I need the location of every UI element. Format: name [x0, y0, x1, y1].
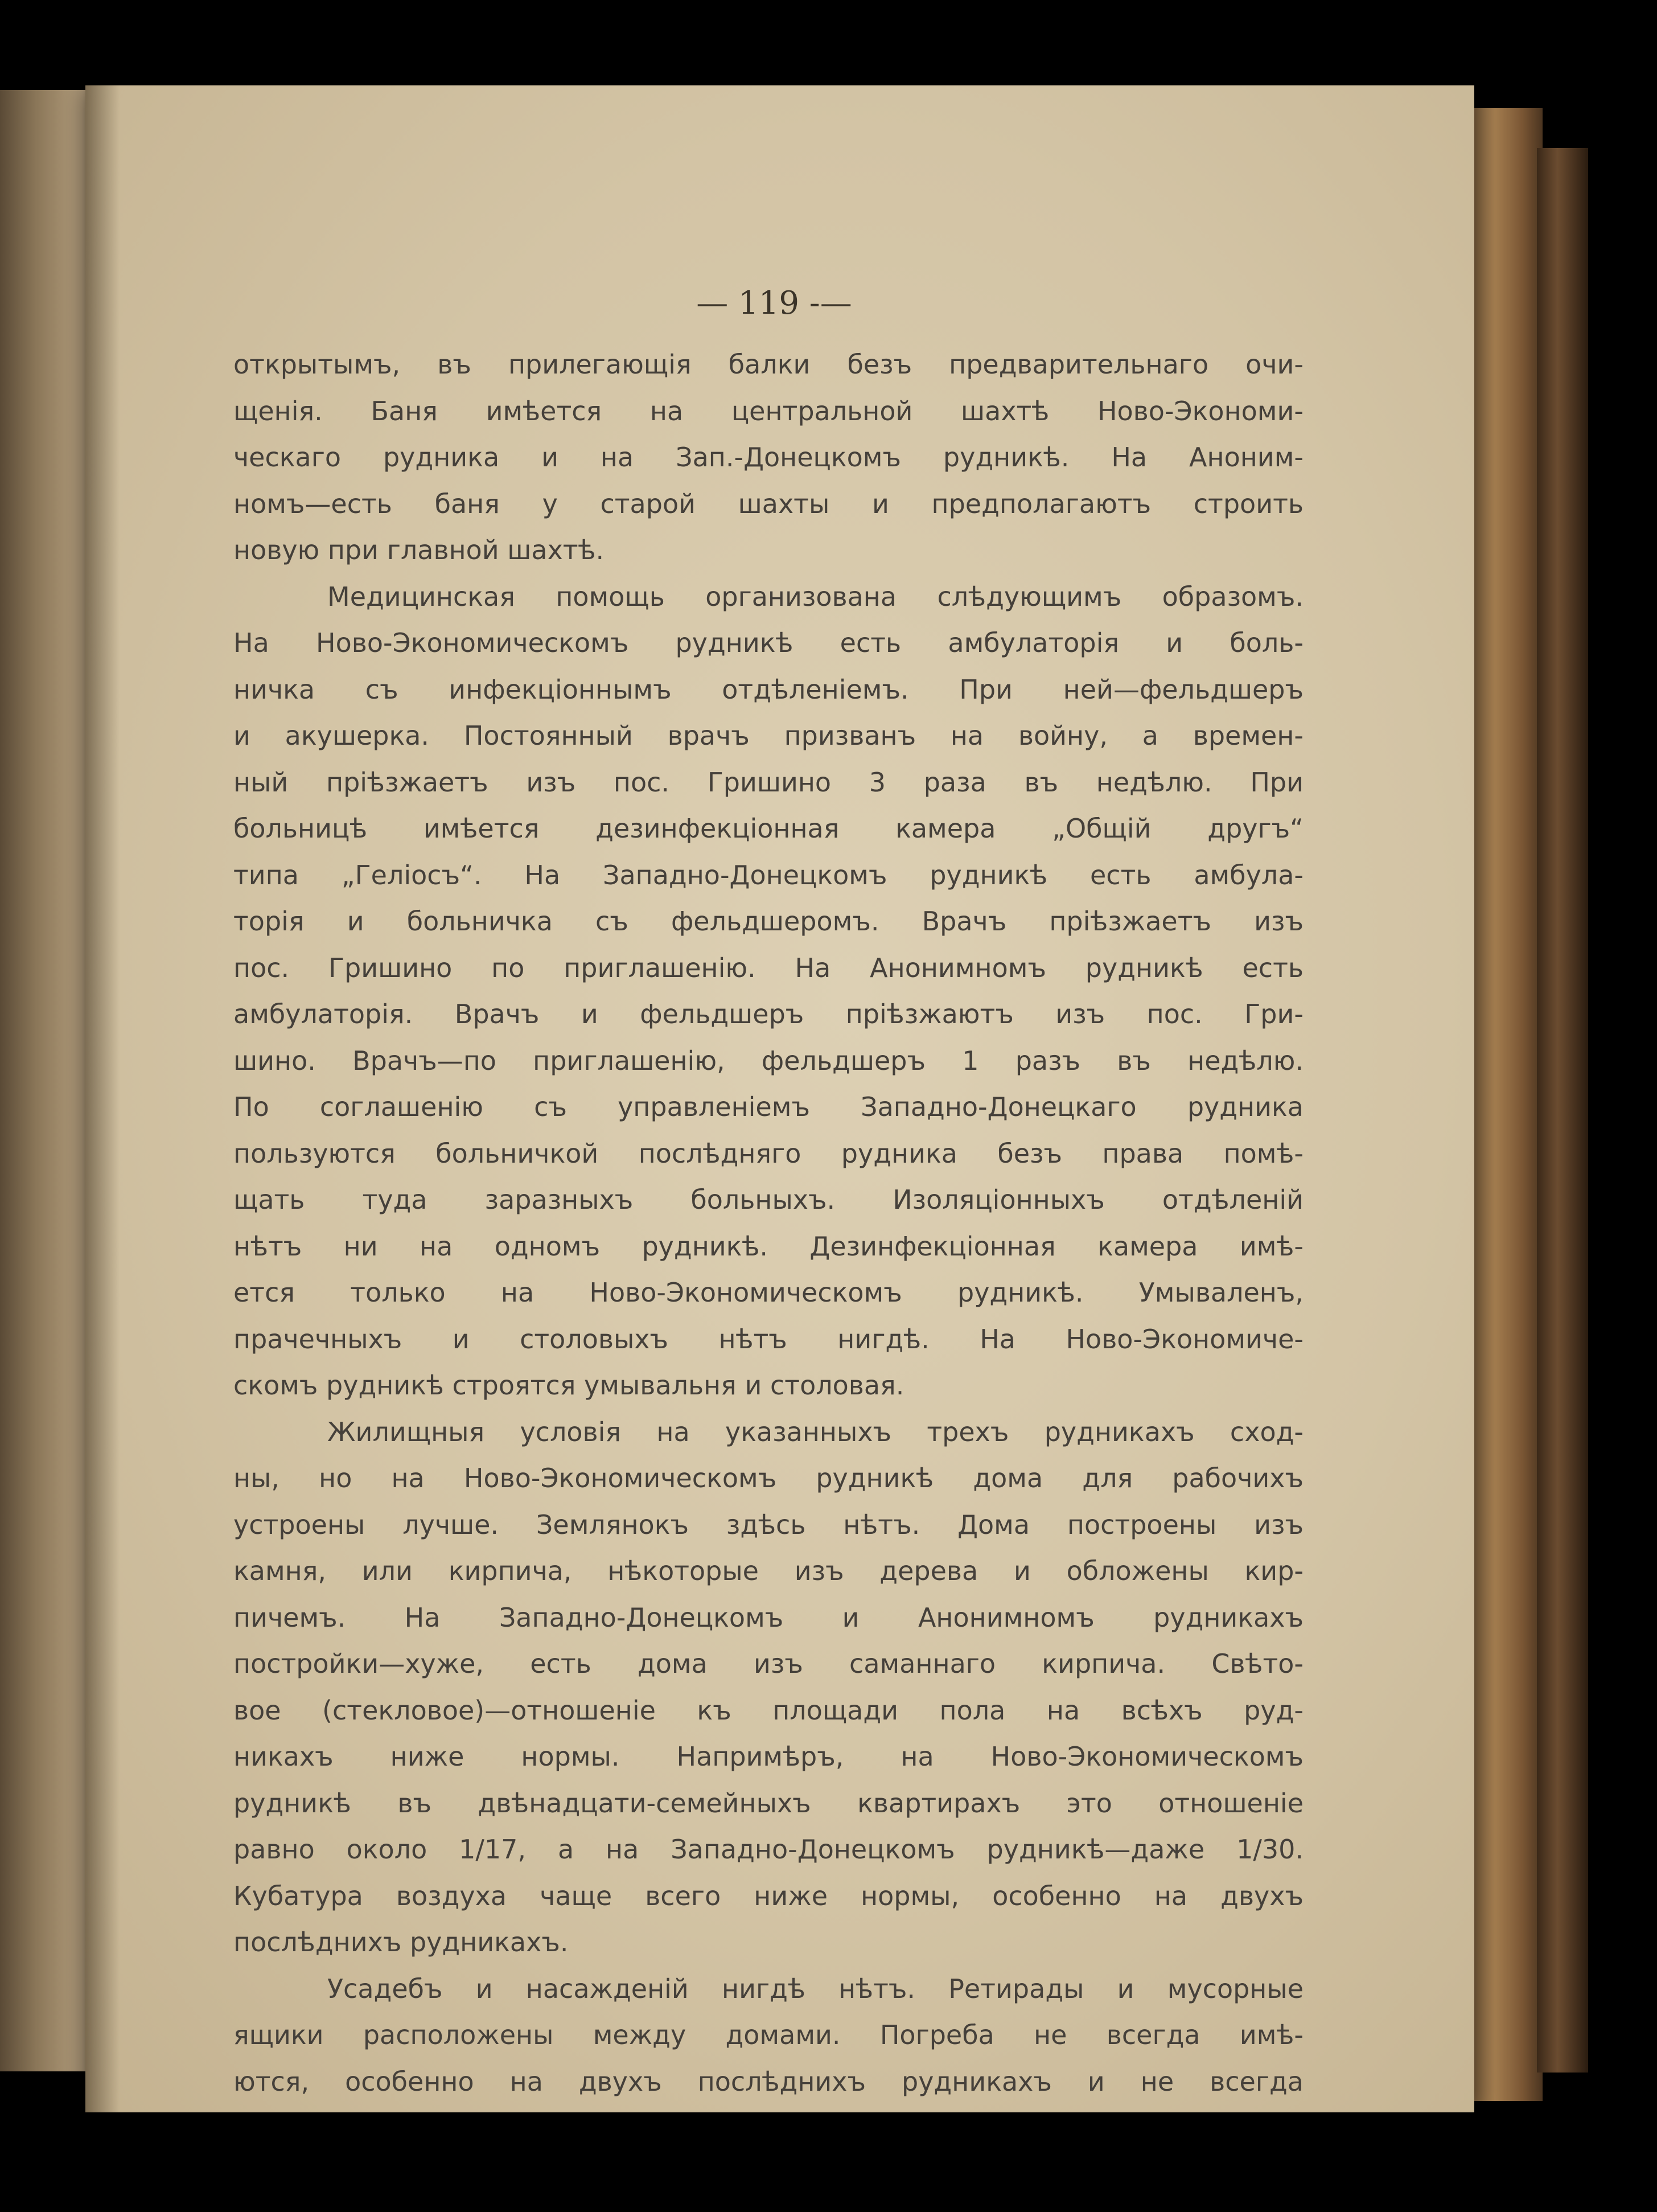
- text-line: щенія. Баня имѣется на центральной шахтѣ Ново-Экономи-: [233, 395, 1304, 426]
- text-line: Жилищныя условія на указанныхъ трехъ рудникахъ сход-: [327, 1416, 1304, 1447]
- text-line: По соглашенію съ управленіемъ Западно-Донецкаго рудника: [233, 1091, 1304, 1122]
- text-line: ны, но на Ново-Экономическомъ рудникѣ дома для рабочихъ: [233, 1463, 1304, 1493]
- page-stack-edge: [1474, 108, 1543, 2101]
- text-line: вое (стекловое)—отношеніе къ площади пола на всѣхъ руд-: [233, 1694, 1304, 1726]
- text-line: никахъ ниже нормы. Напримѣръ, на Ново-Экономическомъ: [233, 1741, 1304, 1772]
- text-line: ются, особенно на двухъ послѣднихъ рудникахъ и не всегда: [233, 2066, 1304, 2097]
- text-line: номъ—есть баня у старой шахты и предполагаютъ строить: [233, 488, 1304, 519]
- text-line: Медицинская помощь организована слѣдующимъ образомъ.: [327, 581, 1304, 612]
- text-line: новую при главной шахтѣ.: [233, 535, 605, 565]
- text-line: торія и больничка съ фельдшеромъ. Врачъ пріѣзжаетъ изъ: [233, 906, 1304, 937]
- text-line: ный пріѣзжаетъ изъ пос. Гришино 3 раза въ недѣлю. При: [233, 766, 1304, 798]
- text-line: постройки—хуже, есть дома изъ саманнаго кирпича. Свѣто-: [233, 1648, 1304, 1679]
- text-line: камня, или кирпича, нѣкоторые изъ дерева и обложены кир-: [233, 1556, 1304, 1586]
- body-text: [233, 342, 1304, 2105]
- text-line: больницѣ имѣется дезинфекціонная камера „Общій другъ“: [233, 813, 1304, 844]
- text-line: ется только на Ново-Экономическомъ рудникѣ. Умываленъ,: [233, 1277, 1304, 1308]
- text-line: щать туда заразныхъ больныхъ. Изоляціонныхъ отдѣленій: [233, 1184, 1304, 1215]
- text-line: ничка съ инфекціоннымъ отдѣленіемъ. При ней—фельдшеръ: [233, 674, 1304, 705]
- text-line: равно около 1/17, а на Западно-Донецкомъ рудникѣ—даже 1/30.: [233, 1834, 1304, 1865]
- text-line: пичемъ. На Западно-Донецкомъ и Анонимномъ рудникахъ: [233, 1602, 1304, 1633]
- text-line: устроены лучше. Землянокъ здѣсь нѣтъ. Дома построены изъ: [233, 1509, 1304, 1540]
- text-line: пос. Гришино по приглашенію. На Анонимномъ рудникѣ есть: [233, 952, 1304, 983]
- text-line: открытымъ, въ прилегающія балки безъ предварительнаго очи-: [233, 349, 1304, 380]
- text-line: типа „Геліосъ“. На Западно-Донецкомъ рудникѣ есть амбула-: [233, 859, 1304, 890]
- text-line: скомъ рудникѣ строятся умывальня и столовая.: [233, 1370, 904, 1401]
- text-line: нѣтъ ни на одномъ рудникѣ. Дезинфекціонная камера имѣ-: [233, 1230, 1304, 1262]
- text-line: шино. Врачъ—по приглашенію, фельдшеръ 1 разъ въ недѣлю.: [233, 1045, 1304, 1076]
- text-line: рудникѣ въ двѣнадцати-семейныхъ квартирахъ это отношеніе: [233, 1787, 1304, 1819]
- page-number: — 119 -—: [696, 285, 852, 322]
- text-line: ческаго рудника и на Зап.-Донецкомъ рудникѣ. На Аноним-: [233, 442, 1304, 473]
- text-line: послѣднихъ рудникахъ.: [233, 1927, 569, 1957]
- text-line: ящики расположены между домами. Погреба не всегда имѣ-: [233, 2020, 1304, 2050]
- text-line: и акушерка. Постоянный врачъ призванъ на войну, а времен-: [233, 720, 1304, 751]
- text-line: пользуются больничкой послѣдняго рудника безъ права помѣ-: [233, 1138, 1304, 1169]
- text-line: Кубатура воздуха чаще всего ниже нормы, особенно на двухъ: [233, 1880, 1304, 1911]
- text-line: прачечныхъ и столовыхъ нѣтъ нигдѣ. На Ново-Экономиче-: [233, 1323, 1304, 1355]
- page-gutter-shadow: [85, 85, 120, 2112]
- book-cover-edge: [1537, 148, 1588, 2073]
- text-line: Усадебъ и насажденій нигдѣ нѣтъ. Ретирады и мусорные: [327, 1973, 1304, 2004]
- text-line: амбулаторія. Врачъ и фельдшеръ пріѣзжаютъ изъ пос. Гри-: [233, 999, 1304, 1029]
- text-line: На Ново-Экономическомъ рудникѣ есть амбулаторія и боль-: [233, 627, 1304, 658]
